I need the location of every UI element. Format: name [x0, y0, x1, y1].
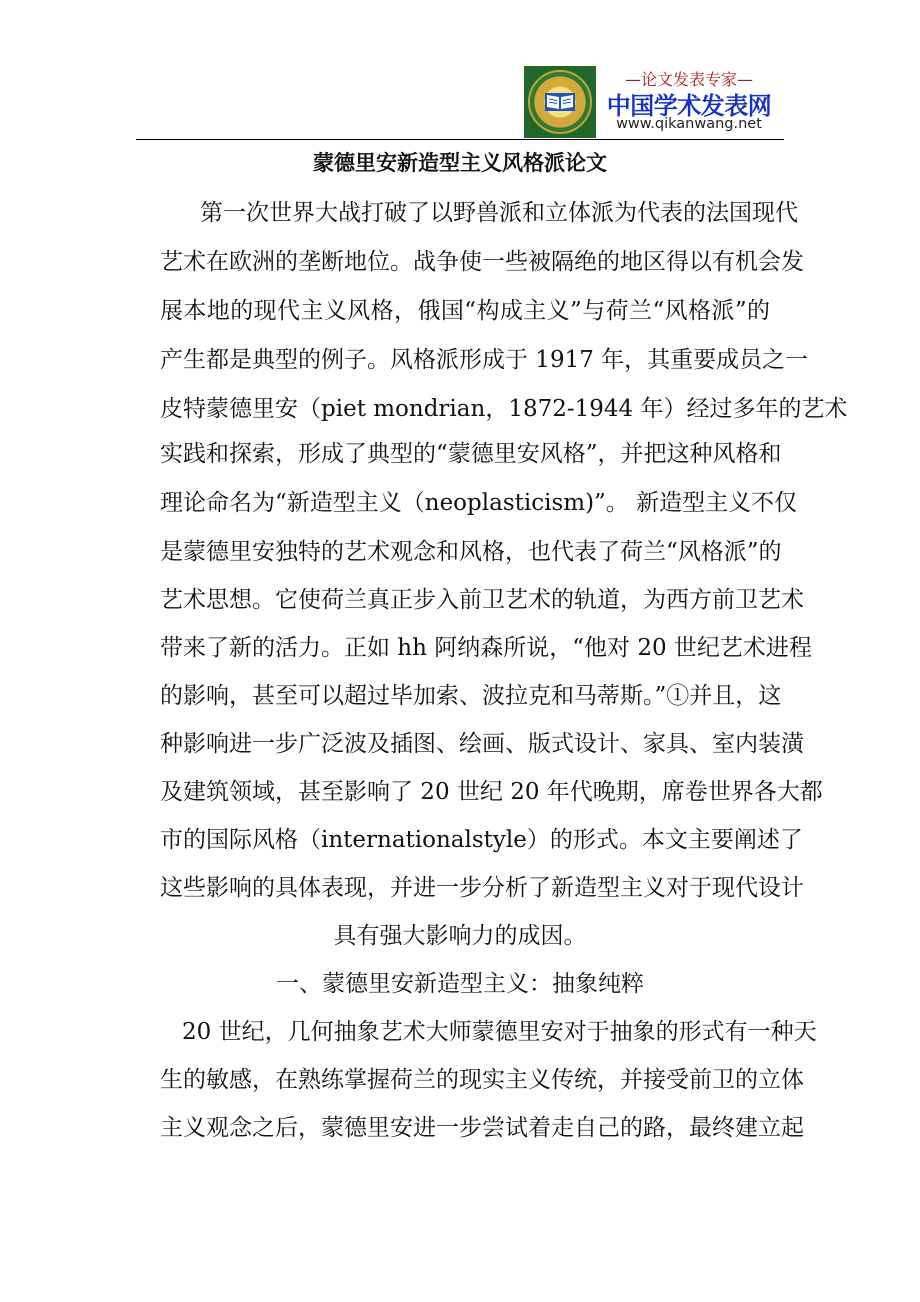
document-title: 蒙德里安新造型主义风格派论文: [313, 150, 607, 175]
open-book-icon: [545, 91, 575, 111]
paragraph-line: 第一次世界大战打破了以野兽派和立体派为代表的法国现代: [200, 200, 798, 226]
paragraph-line: 及建筑领域，甚至影响了 20 世纪 20 年代晚期，席卷世界各大都: [160, 779, 823, 805]
paragraph-line: 生的敏感，在熟练掌握荷兰的现实主义传统，并接受前卫的立体: [160, 1067, 804, 1093]
paragraph-line: 20 世纪，几何抽象艺术大师蒙德里安对于抽象的形式有一种天: [182, 1019, 817, 1045]
paragraph-line: 主义观念之后，蒙德里安进一步尝试着走自己的路，最终建立起: [160, 1115, 804, 1141]
paragraph-line: 是蒙德里安独特的艺术观念和风格，也代表了荷兰“风格派”的: [160, 539, 782, 565]
paragraph-line: 种影响进一步广泛波及插图、绘画、版式设计、家具、室内装潢: [160, 731, 804, 757]
paragraph-line: 理论命名为“新造型主义（neoplasticism)”。 新造型主义不仅: [160, 490, 798, 516]
paragraph-line: 产生都是典型的例子。风格派形成于 1917 年，其重要成员之一: [160, 347, 809, 373]
paragraph-line: 的影响，甚至可以超过毕加索、波拉克和马蒂斯。”①并且，这: [160, 683, 782, 709]
paragraph-line: 艺术在欧洲的垄断地位。战争使一些被隔绝的地区得以有机会发: [160, 249, 804, 275]
logo-slogan: —论文发表专家—: [624, 70, 753, 89]
logo-url[interactable]: www.qikanwang.net: [616, 116, 762, 132]
header-divider: [136, 139, 784, 140]
paragraph-line: 市的国际风格（internationalstyle）的形式。本文主要阐述了: [160, 827, 803, 853]
paragraph-last-line: 具有强大影响力的成因。: [333, 923, 587, 949]
paragraph-line: 这些影响的具体表现，并进一步分析了新造型主义对于现代设计: [160, 875, 804, 901]
paragraph-line: 艺术思想。它使荷兰真正步入前卫艺术的轨道，为西方前卫艺术: [160, 587, 804, 613]
paragraph-line: 实践和探索，形成了典型的“蒙德里安风格”，并把这种风格和: [160, 441, 782, 467]
logo-brand-name: 中国学术发表网: [606, 92, 772, 120]
paragraph-line: 皮特蒙德里安（piet mondrian，1872-1944 年）经过多年的艺术: [160, 396, 848, 422]
paragraph-line: 带来了新的活力。正如 hh 阿纳森所说，“他对 20 世纪艺术进程: [160, 635, 812, 661]
emblem-icon: [524, 66, 596, 138]
logo-text-block: [598, 66, 780, 138]
section-heading: 一、蒙德里安新造型主义：抽象纯粹: [276, 971, 644, 997]
site-logo[interactable]: [524, 66, 780, 138]
paragraph-line: 展本地的现代主义风格，俄国“构成主义”与荷兰“风格派”的: [160, 298, 770, 324]
